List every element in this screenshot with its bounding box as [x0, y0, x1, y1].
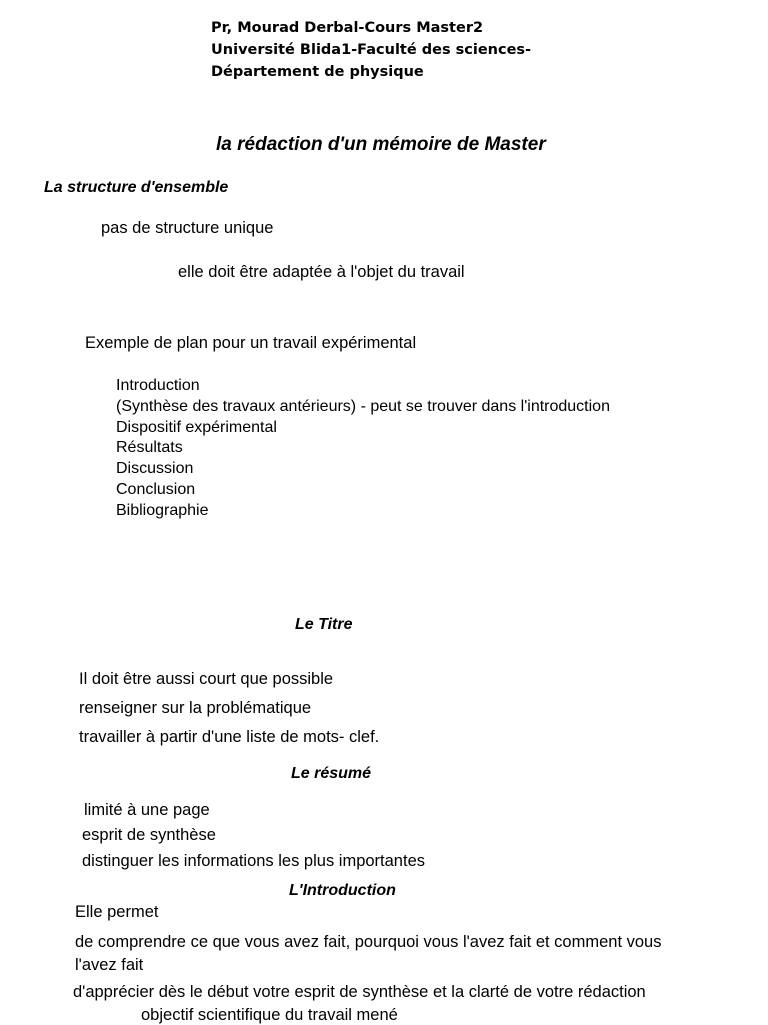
titre-line-1: Il doit être aussi court que possible	[79, 670, 334, 688]
introduction-line-3: d'apprécier dès le début votre esprit de synthèse et la clarté de votre rédaction	[73, 983, 646, 1001]
header-department: Département de physique	[211, 64, 424, 80]
resume-line-1: limité à une page	[84, 801, 210, 819]
plan-item: Conclusion	[116, 480, 196, 498]
plan-item: Introduction	[116, 377, 200, 394]
plan-item: Dispositif expérimental	[116, 418, 277, 436]
plan-list	[116, 376, 610, 522]
resume-line-3: distinguer les informations les plus importantes	[82, 852, 425, 870]
plan-item: Discussion	[116, 460, 194, 478]
plan-example-label: Exemple de plan pour un travail expérimental	[85, 334, 417, 352]
introduction-line-2b: l'avez fait	[75, 956, 144, 974]
structure-line-1: pas de structure unique	[101, 219, 274, 237]
resume-line-2: esprit de synthèse	[82, 826, 216, 844]
header-university: Université Blida1-Faculté des sciences-	[211, 42, 532, 58]
titre-heading: Le Titre	[295, 616, 353, 633]
resume-heading: Le résumé	[291, 765, 372, 782]
introduction-line-1: Elle permet	[75, 903, 159, 921]
introduction-line-2a: de comprendre ce que vous avez fait, pourquoi vous l'avez fait et comment vous	[75, 933, 662, 951]
titre-line-3: travailler à partir d'une liste de mots- clef.	[79, 728, 380, 746]
introduction-heading: L'Introduction	[289, 882, 396, 899]
header-author: Pr, Mourad Derbal-Cours Master2	[211, 20, 484, 36]
titre-line-2: renseigner sur la problématique	[79, 699, 312, 717]
structure-line-2: elle doit être adaptée à l'objet du travail	[178, 263, 465, 281]
plan-item: Bibliographie	[116, 501, 209, 519]
document-title: la rédaction d'un mémoire de Master	[216, 134, 546, 155]
introduction-line-4: objectif scientifique du travail mené	[141, 1006, 398, 1024]
plan-item: (Synthèse des travaux antérieurs) - peut se trouver dans l'introduction	[116, 397, 610, 415]
plan-item: Résultats	[116, 439, 183, 457]
structure-heading: La structure d'ensemble	[44, 179, 229, 196]
